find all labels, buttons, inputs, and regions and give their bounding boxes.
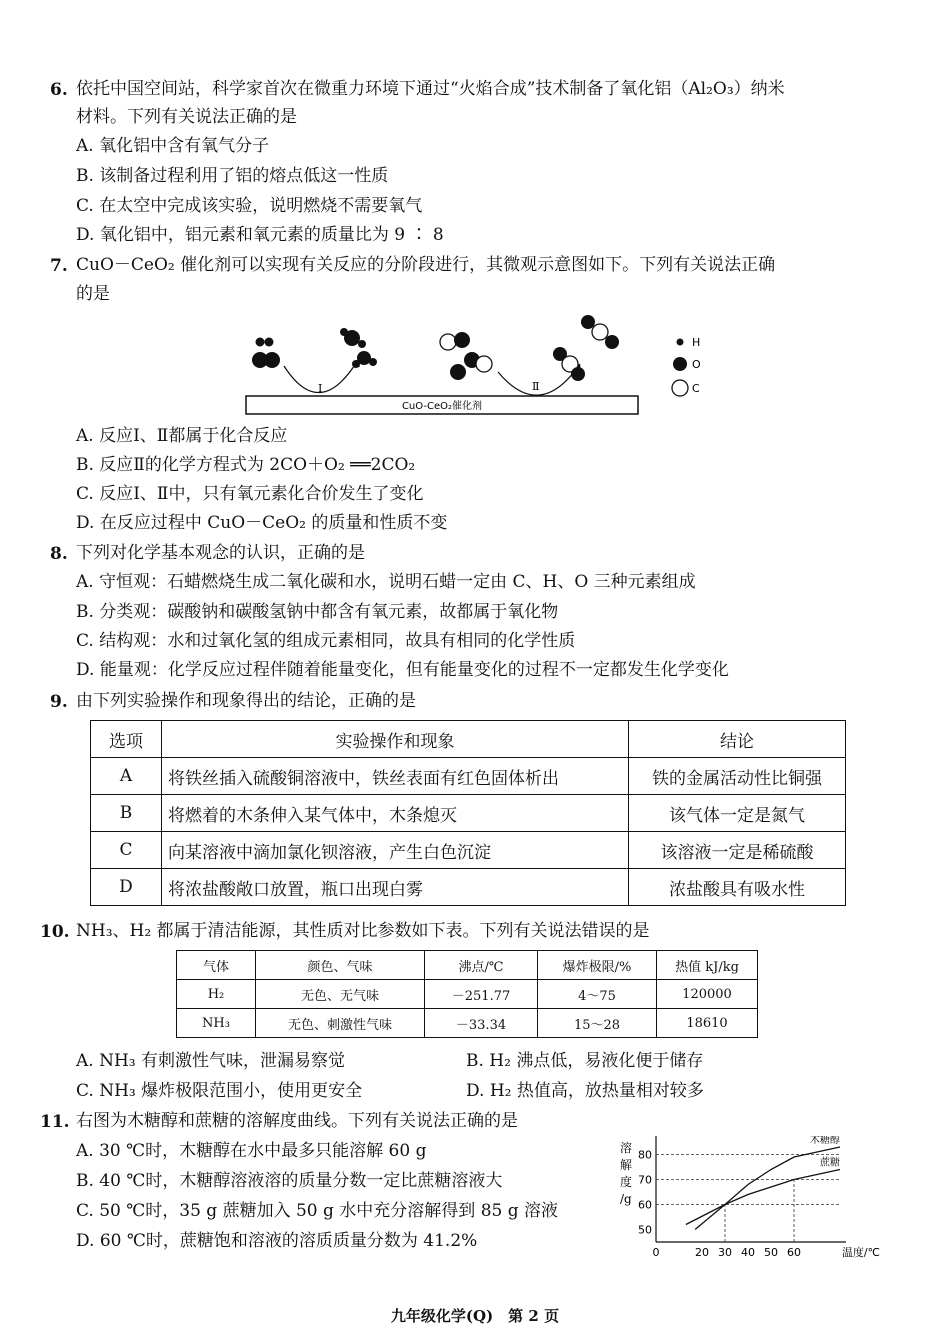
x-tick-label: 0 bbox=[652, 1246, 660, 1258]
solubility-chart bbox=[610, 1136, 880, 1258]
q7-number: 7. bbox=[50, 256, 68, 276]
q11-stem: 右图为木糖醇和蔗糖的溶解度曲线。下列有关说法正确的是 bbox=[76, 1111, 518, 1131]
x-tick-label: 20 bbox=[695, 1246, 709, 1258]
table-cell: 将燃着的木条伸入某气体中，木条熄灭 bbox=[162, 795, 629, 832]
series-line-1 bbox=[686, 1170, 840, 1225]
table-cell: 该溶液一定是稀硫酸 bbox=[629, 832, 846, 869]
table-cell: 浓盐酸具有吸水性 bbox=[629, 869, 846, 906]
q11-number: 11. bbox=[40, 1112, 70, 1132]
table-cell: 向某溶液中滴加氯化钡溶液，产生白色沉淀 bbox=[162, 832, 629, 869]
table-row bbox=[177, 1009, 758, 1038]
q8-option-d: D. 能量观：化学反应过程伴随着能量变化，但有能量变化的过程不一定都发生化学变化 bbox=[76, 660, 729, 680]
table-header: 气体 bbox=[177, 951, 256, 980]
table-cell: 18610 bbox=[657, 1009, 758, 1038]
q11-option-d: D. 60 ℃时，蔗糖饱和溶液的溶质质量分数为 41.2% bbox=[76, 1231, 478, 1251]
q7-option-b: B. 反应Ⅱ的化学方程式为 2CO＋O₂ ══2CO₂ bbox=[76, 455, 416, 475]
q6-option-d: D. 氧化铝中，铝元素和氧元素的质量比为 9 ∶ 8 bbox=[76, 225, 444, 245]
q7-option-d: D. 在反应过程中 CuO－CeO₂ 的质量和性质不变 bbox=[76, 513, 448, 533]
diagram-legend bbox=[672, 336, 701, 396]
q10-option-c: C. NH₃ 爆炸极限范围小，使用更安全 bbox=[76, 1081, 363, 1101]
arrow-1-label: Ⅰ bbox=[318, 382, 323, 395]
q7-option-a: A. 反应Ⅰ、Ⅱ都属于化合反应 bbox=[76, 426, 288, 446]
table-header: 热值 kJ/kg bbox=[657, 951, 758, 980]
y-axis-label: 解 bbox=[620, 1158, 633, 1172]
table-header: 选项 bbox=[91, 721, 162, 758]
x-tick-label: 50 bbox=[764, 1246, 778, 1258]
table-row bbox=[177, 980, 758, 1009]
q8-option-b: B. 分类观：碳酸钠和碳酸氢钠中都含有氧元素，故都属于氧化物 bbox=[76, 602, 559, 622]
table-cell: 无色、无气味 bbox=[256, 980, 425, 1009]
q7-stem-line1: CuO－CeO₂ 催化剂可以实现有关反应的分阶段进行，其微观示意图如下。下列有关说法正确 bbox=[76, 255, 776, 275]
catalyst-label: CuO-CeO₂催化剂 bbox=[401, 401, 483, 412]
table-row bbox=[91, 869, 846, 906]
y-tick-label: 80 bbox=[638, 1148, 652, 1162]
q10-option-b: B. H₂ 沸点低，易液化便于储存 bbox=[466, 1051, 704, 1071]
co2-molecules bbox=[553, 315, 619, 381]
q6-option-c: C. 在太空中完成该实验，说明燃烧不需要氧气 bbox=[76, 196, 423, 216]
q6-option-b: B. 该制备过程利用了铝的熔点低这一性质 bbox=[76, 166, 389, 186]
table-cell: C bbox=[91, 832, 162, 869]
q6-stem-line1: 依托中国空间站，科学家首次在微重力环境下通过“火焰合成”技术制备了氧化铝（Al₂O₃）纳米 bbox=[76, 79, 785, 99]
table-row bbox=[91, 795, 846, 832]
q7-stem-line2: 的是 bbox=[76, 284, 110, 304]
table-cell: 该气体一定是氮气 bbox=[629, 795, 846, 832]
reaction-diagram bbox=[240, 312, 720, 422]
table-cell: 铁的金属活动性比铜强 bbox=[629, 758, 846, 795]
table-header-row bbox=[91, 721, 846, 758]
y-axis-label: 溶 bbox=[620, 1141, 633, 1155]
q9-stem: 由下列实验操作和现象得出的结论，正确的是 bbox=[76, 691, 416, 711]
water-molecules bbox=[340, 328, 377, 368]
table-header: 爆炸极限/% bbox=[538, 951, 657, 980]
q9-number: 9. bbox=[50, 692, 68, 712]
q11-option-b: B. 40 ℃时，木糖醇溶液溶的质量分数一定比蔗糖溶液大 bbox=[76, 1171, 503, 1191]
arrow-2-label: Ⅱ bbox=[532, 380, 540, 393]
q8-number: 8. bbox=[50, 544, 68, 564]
table-header: 颜色、气味 bbox=[256, 951, 425, 980]
table-header: 结论 bbox=[629, 721, 846, 758]
table-cell: －251.77 bbox=[425, 980, 538, 1009]
y-axis-label: /g bbox=[620, 1192, 632, 1206]
table-cell: 4～75 bbox=[538, 980, 657, 1009]
q6-number: 6. bbox=[50, 80, 68, 100]
q7-option-c: C. 反应Ⅰ、Ⅱ中，只有氧元素化合价发生了变化 bbox=[76, 484, 424, 504]
svg-text:O: O bbox=[692, 358, 701, 371]
y-tick-label: 70 bbox=[638, 1173, 652, 1187]
table-cell: 将浓盐酸敞口放置，瓶口出现白雾 bbox=[162, 869, 629, 906]
x-axis-label: 温度/℃ bbox=[841, 1246, 880, 1258]
table-cell: －33.34 bbox=[425, 1009, 538, 1038]
series-label: 蔗糖 bbox=[820, 1157, 840, 1169]
table-cell: NH₃ bbox=[177, 1009, 256, 1038]
co-o2-molecules bbox=[440, 332, 492, 380]
table-cell: 120000 bbox=[657, 980, 758, 1009]
table-cell: A bbox=[91, 758, 162, 795]
x-tick-label: 30 bbox=[718, 1246, 732, 1258]
x-tick-label: 40 bbox=[741, 1246, 755, 1258]
y-tick-label: 50 bbox=[638, 1223, 652, 1237]
table-row bbox=[91, 758, 846, 795]
y-axis-label: 度 bbox=[620, 1175, 633, 1189]
q10-number: 10. bbox=[40, 922, 70, 942]
q8-stem: 下列对化学基本观念的认识，正确的是 bbox=[76, 543, 365, 563]
x-tick-label: 60 bbox=[787, 1246, 801, 1258]
q11-option-c: C. 50 ℃时，35 g 蔗糖加入 50 g 水中充分溶解得到 85 g 溶液 bbox=[76, 1201, 559, 1221]
q10-stem: NH₃、H₂ 都属于清洁能源，其性质对比参数如下表。下列有关说法错误的是 bbox=[76, 921, 650, 941]
table-header-row bbox=[177, 951, 758, 980]
table-cell: 15～28 bbox=[538, 1009, 657, 1038]
table-cell: 无色、刺激性气味 bbox=[256, 1009, 425, 1038]
table-row bbox=[91, 832, 846, 869]
table-cell: B bbox=[91, 795, 162, 832]
table-cell: D bbox=[91, 869, 162, 906]
table-cell: H₂ bbox=[177, 980, 256, 1009]
q9-table bbox=[90, 720, 846, 906]
q10-option-a: A. NH₃ 有刺激性气味，泄漏易察觉 bbox=[76, 1051, 346, 1071]
svg-text:C: C bbox=[692, 382, 700, 395]
q8-option-c: C. 结构观：水和过氧化氢的组成元素相同，故具有相同的化学性质 bbox=[76, 631, 576, 651]
q8-option-a: A. 守恒观：石蜡燃烧生成二氧化碳和水，说明石蜡一定由 C、H、O 三种元素组成 bbox=[76, 572, 696, 592]
table-cell: 将铁丝插入硫酸铜溶液中，铁丝表面有红色固体析出 bbox=[162, 758, 629, 795]
series-label: 木糖醇 bbox=[810, 1136, 840, 1146]
h2-o2-molecules bbox=[252, 338, 280, 369]
table-header: 沸点/℃ bbox=[425, 951, 538, 980]
q10-option-d: D. H₂ 热值高，放热量相对较多 bbox=[466, 1081, 704, 1101]
page-footer: 九年级化学(Q) 第 2 页 bbox=[390, 1307, 560, 1325]
q6-stem-line2: 材料。下列有关说法正确的是 bbox=[76, 107, 297, 127]
q10-table bbox=[176, 950, 758, 1038]
y-tick-label: 60 bbox=[638, 1198, 652, 1212]
svg-text:H: H bbox=[692, 336, 701, 349]
table-header: 实验操作和现象 bbox=[162, 721, 629, 758]
q6-option-a: A. 氧化铝中含有氧气分子 bbox=[76, 136, 270, 156]
q11-option-a: A. 30 ℃时，木糖醇在水中最多只能溶解 60 g bbox=[76, 1141, 427, 1161]
